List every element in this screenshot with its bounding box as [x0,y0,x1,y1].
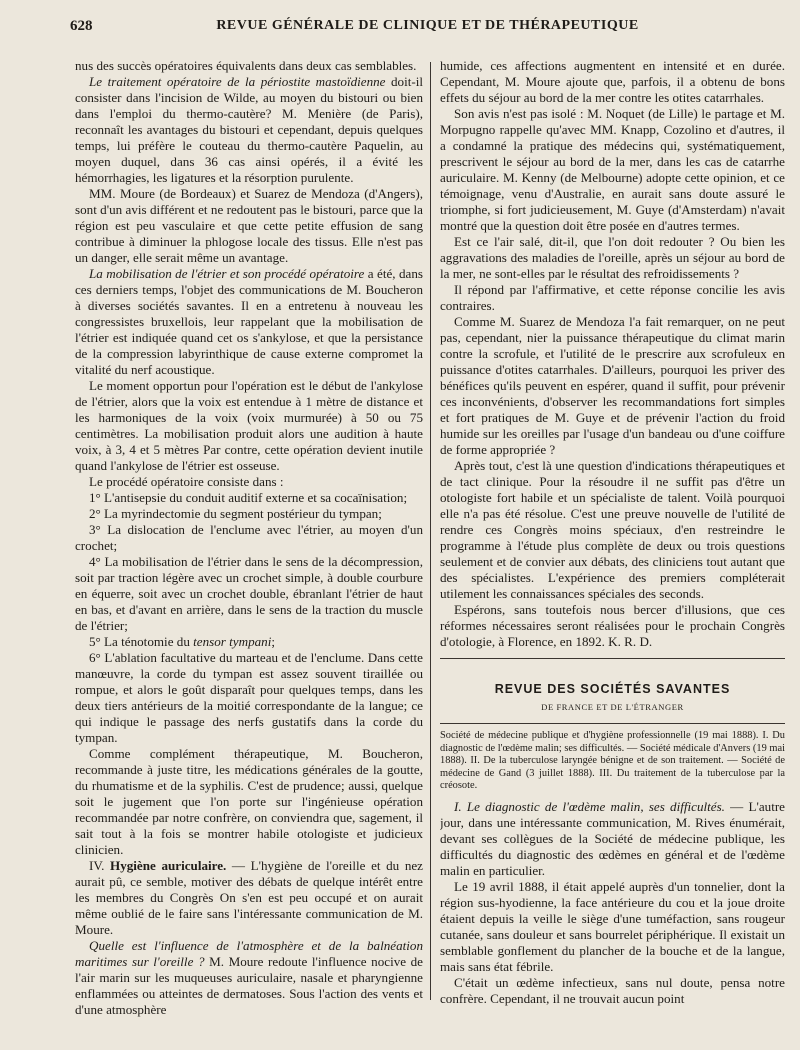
right-paragraph: Il répond par l'affirmative, et cette réponse concilie les avis contraires. [440,282,785,313]
left-paragraph: 6° L'ablation facultative du marteau et de l'enclume. Dans cette manœuvre, la corde du tympan est assez souvent tiraillée ou rompue, et alors le goût disparaît pour quelques temps, dans les deux tiers antérieurs de la moitié correspondante de la langue; ce qui indique le passage des nerfs gustatifs dans la corde du tympan. [75,650,423,745]
left-paragraph: MM. Moure (de Bordeaux) et Suarez de Mendoza (d'Angers), sont d'un avis différent et ne redoutent pas le bistouri, parce que la région est peu vasculaire et que cette petite effusion de sang contribue à diminuer la phlogose locale des tissus. Elle n'est pas un danger, elle serait même un avantage. [75,186,423,265]
left-paragraph: 1° L'antisepsie du conduit auditif externe et sa cocaïnisation; [89,490,408,505]
right-paragraph: Est ce l'air salé, dit-il, que l'on doit redouter ? Ou bien les aggravations des maladies de l'oreille, après un séjour au bord de la mer, ne sont-elles par le résultat des refroidissements ? [440,234,785,281]
right-paragraph: Espérons, sans toutefois nous bercer d'illusions, que ces réformes nécessaires seront réalisées pour le prochain Congrès d'otologie, à Florence, en 1892. K. R. D. [440,602,785,649]
left-paragraph: 2° La myrindectomie du segment postérieur du tympan; [89,506,382,521]
italic-term: tensor tympani [193,634,272,649]
left-paragraph: 3° La dislocation de l'enclume avec l'étrier, au moyen d'un crochet; [75,522,423,553]
page-number: 628 [70,17,93,34]
right-paragraph: humide, ces affections augmentent en intensité et en durée. Cependant, M. Moure ajoute que, parfois, il a obtenu de bons effets du séjour au bord de la mer contre les otites catarrhales. [440,58,785,105]
italic-lead: I. Le diagnostic de l'œdème malin, ses difficultés. [454,798,725,814]
left-paragraph: Le moment opportun pour l'opération est le début de l'ankylose de l'étrier, alors que la voix est entendue à 1 mètre de distance et les harmoniques de la voix (voix murmurée) à 50 ou 75 centimètres. La mobilisation produit alors une audition à haute voix, à 3, 4 et 5 mètres Par contre, cette opération devient inutile quand l'ankylose de l'étrier est osseuse. [75,378,423,473]
section-divider [440,723,785,724]
right-paragraph: Comme M. Suarez de Mendoza l'a fait remarquer, on ne peut pas, cependant, nier la puissance thérapeutique du climat marin contre la scrofule, et l'utilité de le prescrire aux scrofuleux en puissance d'otites catarrhales. D'ailleurs, pourquoi les priver des bénéfices qu'ils peuvent en espérer, quand il suffit, pour prévenir ces inconvénients, d'observer les recommandations fort simples et fort pratiques de M. Guye et de prévenir l'action du froid humide sur les oreilles par l'usage d'un bandeau ou d'une coiffure de forme appropriée ? [440,314,785,457]
bold-heading: Hygiène auriculaire. [110,858,227,873]
section-title: REVUE DES SOCIÉTÉS SAVANTES [494,682,731,696]
right-paragraph: Son avis n'est pas isolé : M. Noquet (de Lille) le partage et M. Morpugno rappelle qu'avec MM. Knapp, Cozolino et d'autres, il a condamné la pratique des médecins qui, systématiquement, prescrivent le séjour au bord de la mer, dans les cas de catarrhe auriculaire. M. Kenny (de Melbourne) adopte cette opinion, et ce témoignage, venu d'Australie, en aurait sans doute assuré le triomphe, si fort judicieusement, M. Guye (d'Amsterdam) n'avait montré que la question doit être posée en d'autres termes. [440,106,785,233]
left-paragraph: 5° La ténotomie du tensor tympani; [89,634,275,649]
left-paragraph: Le traitement opératoire de la périostite mastoïdienne doit-il consister dans l'incision de Wilde, au moyen du bistouri ou bien dans l'emploi du thermo-cautère? M. Menière (de Paris), reconnaît les avantages du bistouri et cependant, depuis quelques temps, lui préfère le couteau du thermo-cautère Paquelin, au moyen duquel, dans 36 cas ainsi opérés, il a évité les hémorrhagies, les ligatures et la résorption purulente. [75,74,423,185]
left-paragraph: Quelle est l'influence de l'atmosphère et de la balnéation maritimes sur l'oreille ? M. Moure redoute l'influence nocive de l'air marin sur les muqueuses auriculaire, nasale et pharyngienne enflammées ou atteintes de dermatoses. Sous l'action des vents et d'une atmosphère [75,938,423,1017]
left-paragraph: Comme complément thérapeutique, M. Boucheron, recommande à juste titre, les médications générales de la goutte, du rhumatisme et de la syphilis. C'est de prudence; aussi, quelque soit le jugement que l'on porte sur l'ingénieuse opération recommandée par notre confrère, on conviendra que, sagement, il sait tout à la fois se montrer habile otologiste et judicieux clinicien. [75,746,423,857]
section-subtitle: DE FRANCE ET DE L'ÉTRANGER [541,702,684,712]
section-divider [440,658,785,659]
right-column [440,58,785,1043]
right-paragraph: C'était un œdème infectieux, sans nul doute, pensa notre confrère. Cependant, il ne trouvait aucun point [440,974,785,1006]
running-header [70,12,755,40]
left-paragraph: La mobilisation de l'étrier et son procédé opératoire a été, dans ces derniers temps, l'objet des communications de M. Boucheron à diverses sociétés savantes. Il en a entretenu à nouveau les congressistes bruxellois, leur rappelant que la mobilisation de l'étrier est indiquée quand cet os s'ankylose, et que la persistance de la compression labyrinthique de cause externe compromet la vitalité du nerf acoustique. [75,266,423,377]
left-paragraph: IV. Hygiène auriculaire. — L'hygiène de l'oreille et du nez aurait pû, ce semble, motiver des débats de quelque intérêt entre les membres du Congrès On s'en est peu occupé et on aurait même oublié de le faire sans l'intéressante communication de M. Moure. [75,858,423,937]
right-paragraph: Après tout, c'est là une question d'indications thérapeutiques et de tact clinique. Pour la résoudre il ne suffit pas d'être un otologiste fort habile et un spécialiste de talent. Voilà pourquoi elle n'a pas été résolue. C'est une preuve nouvelle de l'utilité de rendre ces Congrès moins spéciaux, d'en restreindre le programme à l'étude plus complète de deux ou trois questions seulement et de convier aux débats, des cliniciens tout autant que des spécialistes. L'expérience des premiers compléterait utilement les connaissances spéciales des seconds. [440,458,785,601]
left-paragraph: 4° La mobilisation de l'étrier dans le sens de la décompression, soit par traction légère avec un crochet simple, à double courbure en équerre, soit avec un crochet double, ébranlant l'étrier de haut en bas, et d'avant en arrière, dans le sens de la traction du muscle de l'étrier; [75,554,423,633]
right-paragraph: Le 19 avril 1888, il était appelé auprès d'un tonnelier, dont la région sus-hyodienne, la face antérieure du cou et la joue droite étaient depuis la veille le siège d'une tuméfaction, sans rougeur cutanée, sans douleur et sans bourrelet périphérique. Il existait un semblable gonflement du plancher de la bouche et de la langue, mais sans état fébrile. [440,878,785,974]
left-column [75,58,423,1043]
left-paragraph: nus des succès opératoires équivalents dans deux cas semblables. [75,58,417,73]
section-summary: Société de médecine publique et d'hygiène professionnelle (19 mai 1888). I. Du diagnostic de l'œdème malin; ses difficultés. — Société médicale d'Anvers (19 mai 1888). II. De la tuberculose laryngée bénigne et de son traitement. — Société de médecine de Gand (3 juillet 1888). III. Du traitement de la tuberculose par la créosote. [440,730,785,791]
italic-lead: La mobilisation de l'étrier et son procédé opératoire [89,266,365,281]
italic-lead: Le traitement opératoire de la périostite mastoïdienne [89,74,386,89]
right-paragraph: I. Le diagnostic de l'œdème malin, ses difficultés. — L'autre jour, dans une intéressante communication, M. Rives énumérait, devant ses collègues de la Société de médecine publique, les difficultés du diagnostic des œdèmes en général et de l'œdème malin en particulier. [440,798,785,878]
left-paragraph: Le procédé opératoire consiste dans : [89,474,284,489]
column-rule [430,62,431,1000]
running-title: REVUE GÉNÉRALE DE CLINIQUE ET DE THÉRAPEUTIQUE [216,18,639,33]
italic-lead: Quelle est l'influence de l'atmosphère et de la balnéation maritimes sur l'oreille ? [75,938,423,969]
